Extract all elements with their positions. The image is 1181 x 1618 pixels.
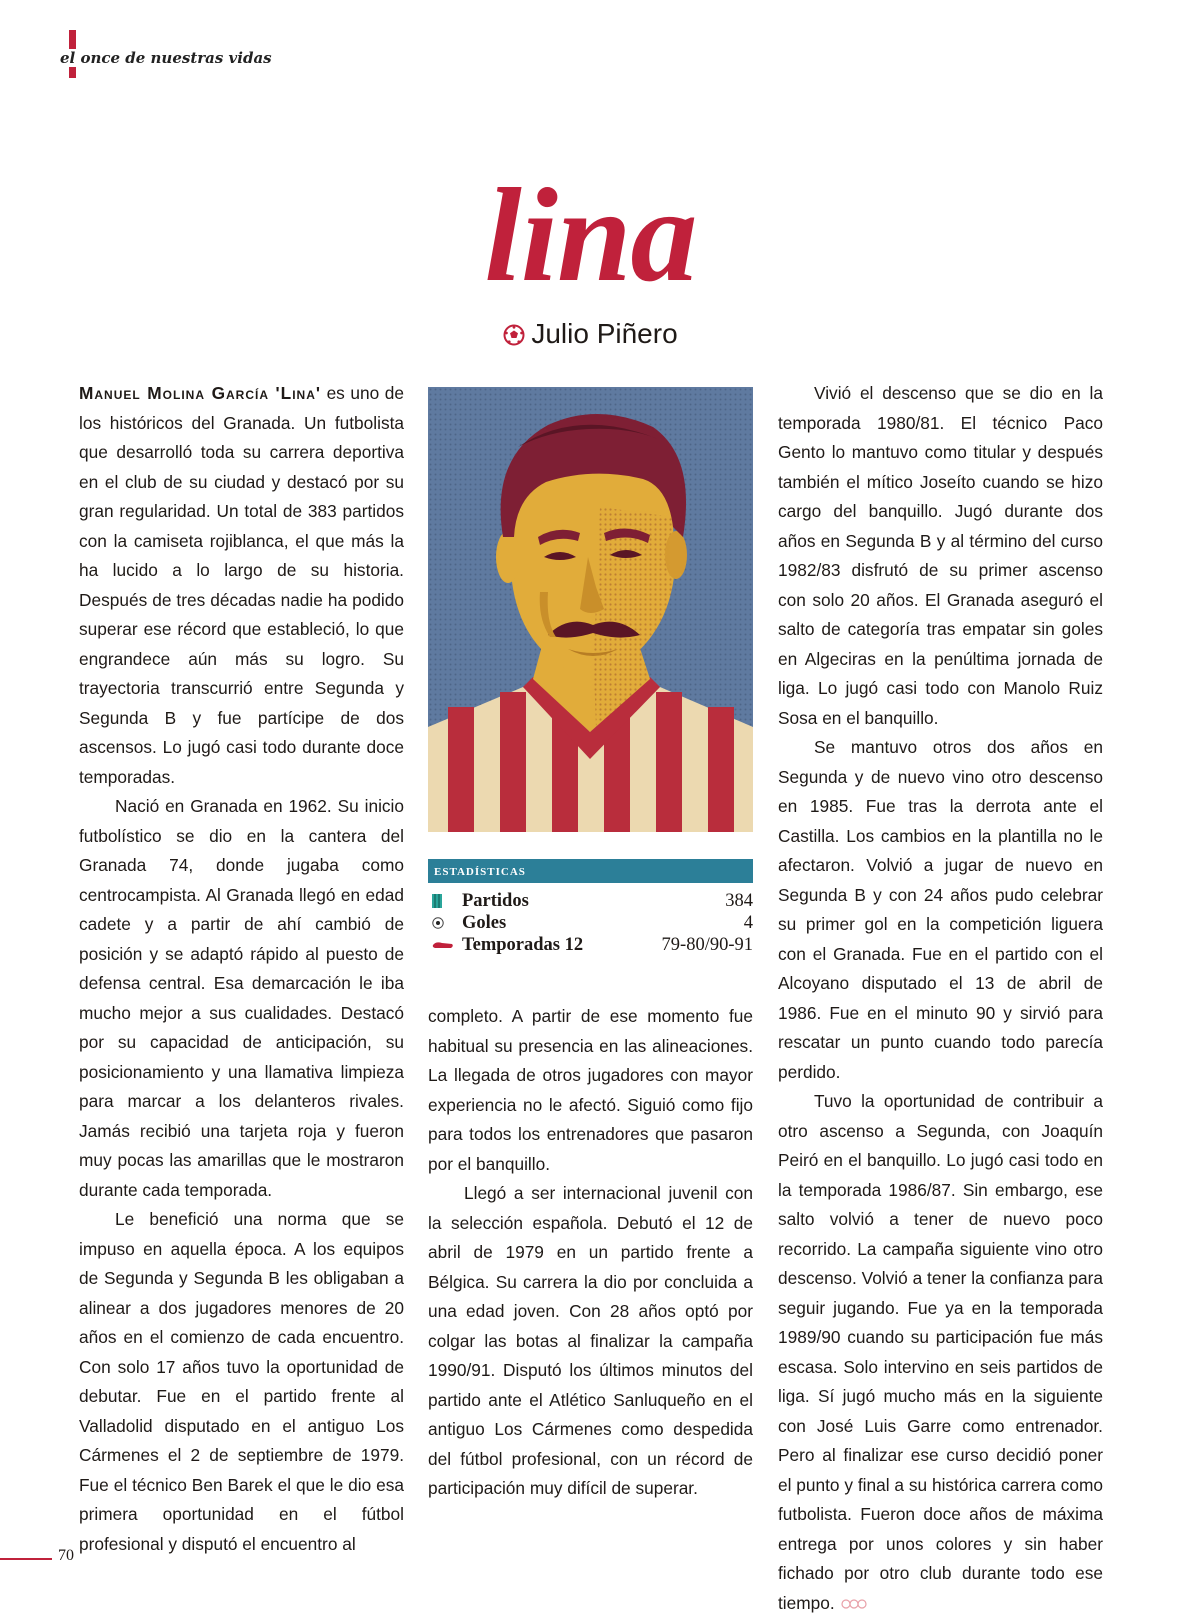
boot-icon: [432, 940, 454, 950]
footer-rule: [0, 1558, 52, 1560]
paragraph: completo. A partir de ese momento fue habitual su presencia en las alineaciones. La llegada de otros jugadores con mayor experiencia no le afectó. Siguió como fijo para todos los entrenadores que pasaron por el banquillo.: [428, 1006, 753, 1174]
stats-label: Temporadas 12: [462, 934, 584, 955]
lead-name: Manuel Molina García 'Lina': [79, 383, 322, 403]
section-title: el once de nuestras vidas: [60, 49, 272, 67]
article-title: lina: [484, 161, 697, 309]
author-name: Julio Piñero: [531, 318, 678, 349]
article-column-left: [79, 379, 404, 1559]
page-number: 70: [58, 1547, 74, 1564]
stats-value: 79-80/90-91: [661, 934, 753, 955]
paragraph: Se mantuvo otros dos años en Segunda y de nuevo vino otro descenso en 1985. Fue tras la derrota ante el Castilla. Los cambios en la plantilla no le afectaron. Volvió a jugar de nuevo en Segunda B y con 24 años pudo celebrar su primer gol en la competición liguera con el Granada. Fue en el partido con el Alcoyano disputado el 13 de abril de 1986. Fue en el minuto 90 y sirvió para rescatar un punto cuando todo parecía perdido.: [778, 737, 1103, 1082]
paragraph: Vivió el descenso que se dio en la temporada 1980/81. El técnico Paco Gento lo mantuvo como titular y después también el mítico Joseíto cuando se hizo cargo del banquillo. Jugó durante dos años en Segunda B y al término del curso 1982/83 disfrutó de su primer ascenso con solo 20 años. El Granada aseguró el salto de categoría tras empatar sin goles en Algeciras en la penúltima jornada de liga. Lo jugó casi todo con Manolo Ruiz Sosa en el banquillo.: [778, 383, 1103, 728]
paragraph-text: Tuvo la oportunidad de contribuir a otro ascenso a Segunda, con Joaquín Peiró en el banquillo. Lo jugó casi todo en la temporada 1986/87. Sin embargo, ese salto volvió a tener de nuevo poco recorrido. La campaña siguiente vino otro descenso. Volvió a tener la confianza para seguir jugando. Fue ya en la temporada 1989/90 cuando su participación fue más escasa. Solo intervino en seis partidos de liga. Sí jugó mucho más en la siguiente con José Luis Garre como entrenador. Pero al finalizar ese curso decidió poner el punto y final a su histórica carrera como futbolista. Fueron doce años de máxima entrega por unos colores y sin haber fichado por otro club durante todo ese tiempo.: [778, 1091, 1103, 1613]
stats-row-goles: [428, 912, 753, 934]
stats-value: 4: [743, 912, 753, 933]
byline: [0, 318, 1181, 350]
portrait-illustration: [428, 387, 753, 832]
stats-label: Goles: [462, 912, 507, 933]
player-portrait: [428, 387, 753, 832]
ball-icon: [432, 917, 444, 929]
stats-value: 384: [725, 890, 753, 911]
paragraph: Nació en Granada en 1962. Su inicio futbolístico se dio en la cantera del Granada 74, donde jugaba como centrocampista. Al Granada llegó en edad cadete y a partir de ahí cambió de posición y se adaptó rápido al puesto de defensa central. Esa demarcación le iba mucho mejor a sus cualidades. Destacó por su capacidad de anticipación, su posicionamiento y una llamativa limpieza para marcar a los delanteros rivales. Jamás recibió una tarjeta roja y fueron muy pocas las amarillas que le mostraron durante cada temporada.: [79, 796, 404, 1200]
end-mark-icon: [841, 1599, 867, 1609]
stats-box: [428, 859, 753, 956]
stats-title: estadísticas: [428, 859, 753, 883]
paragraph-text: es uno de los históricos del Granada. Un futbolista que desarrolló toda su carrera deportiva en el club de su ciudad y destacó por su gran regularidad. Un total de 383 partidos con la camiseta rojiblanca, el que más la ha lucido a lo largo de su historia. Después de tres décadas nadie ha podido superar ese récord que estableció, lo que engrandece aún más su logro. Su trayectoria transcurrió entre Segunda y Segunda B y fue partícipe de dos ascensos. Lo jugó casi todo durante doce temporadas.: [79, 383, 404, 787]
article-column-right: [778, 379, 1103, 1618]
paragraph: [778, 1087, 1103, 1618]
ball-icon: [503, 324, 525, 346]
paragraph: Le benefició una norma que se impuso en aquella época. A los equipos de Segunda y Segunda B les obligaban a alinear a dos jugadores menores de 20 años en el comienzo de cada encuentro. Con solo 17 años tuvo la oportunidad de debutar. Fue en el partido frente al Valladolid disputado en el antiguo Los Cármenes el 2 de septiembre de 1979. Fue el técnico Ben Barek el que le dio esa primera oportunidad en el fútbol profesional y disputó el encuentro al: [79, 1209, 404, 1554]
stats-label: Partidos: [462, 890, 529, 911]
paragraph: Llegó a ser internacional juvenil con la selección española. Debutó el 12 de abril de 1979 en un partido frente a Bélgica. Su carrera la dio por concluida a una edad joven. Con 28 años optó por colgar las botas al finalizar la campaña 1990/91. Disputó los últimos minutos del partido ante el Atlético Sanluqueño en el antiguo Los Cármenes como despedida del fútbol profesional, con un récord de participación muy difícil de superar.: [428, 1183, 753, 1498]
stats-row-temporadas: [428, 934, 753, 956]
paragraph: [79, 379, 404, 792]
shirt-icon: [432, 894, 442, 908]
stats-row-partidos: [428, 890, 753, 912]
article-column-middle: [428, 1002, 753, 1504]
